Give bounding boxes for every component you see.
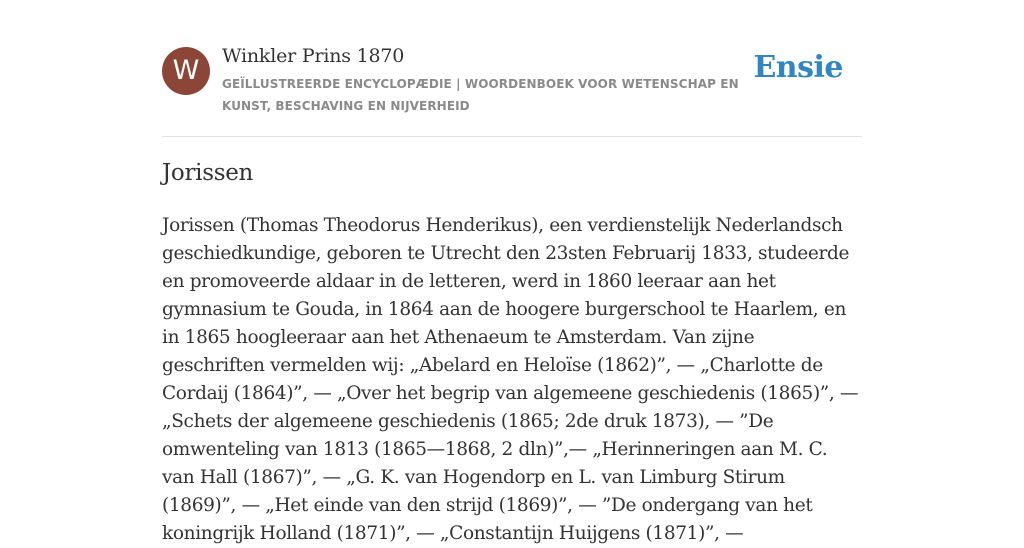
book-subtitle: GEÏLLUSTREERDE ENCYCLOPÆDIE | WOORDENBOEK VOOR WETENSCHAP EN KUNST, BESCHAVING EN NIJVERHEID <box>222 77 739 113</box>
ensie-logo[interactable]: Ensie <box>753 50 843 85</box>
page-container <box>162 0 862 544</box>
entry-title: Jorissen <box>162 160 254 186</box>
book-header <box>162 0 862 137</box>
entry-body: Jorissen (Thomas Theodorus Henderikus), een verdienstelijk Nederlandsch geschiedkundige, geboren te Utrecht den 23sten Februarij 1833, studeerde en promoveerde aldaar in de letteren, werd in 1860 leeraar aan het gymnasium te Gouda, in 1864 aan de hoogere burgerschool te Haarlem, en in 1865 hoogleeraar aan het Athenaeum te Amsterdam. Van zijne geschriften vermelden wij: „Abelard en Heloïse (1862)”, — „Charlotte de Cordaij (1864)”, — „Over het begrip van algemeene geschiedenis (1865)”, — „Schets der algemeene geschiedenis (1865; 2de druk 1873), — ”De omwenteling van 1813 (1865—1868, 2 dln)”,— „Herinneringen aan M. C. van Hall (1867)”, — „G. K. van Hogendorp en L. van Limburg Stirum (1869)”, — „Het einde van den strijd (1869)”, — ”De ondergang van het koningrijk Holland (1871)”, — „Constantijn Huijgens (1871)”, — <box>162 215 859 544</box>
book-avatar[interactable]: W <box>162 47 210 95</box>
book-title[interactable]: Winkler Prins 1870 <box>222 45 405 67</box>
